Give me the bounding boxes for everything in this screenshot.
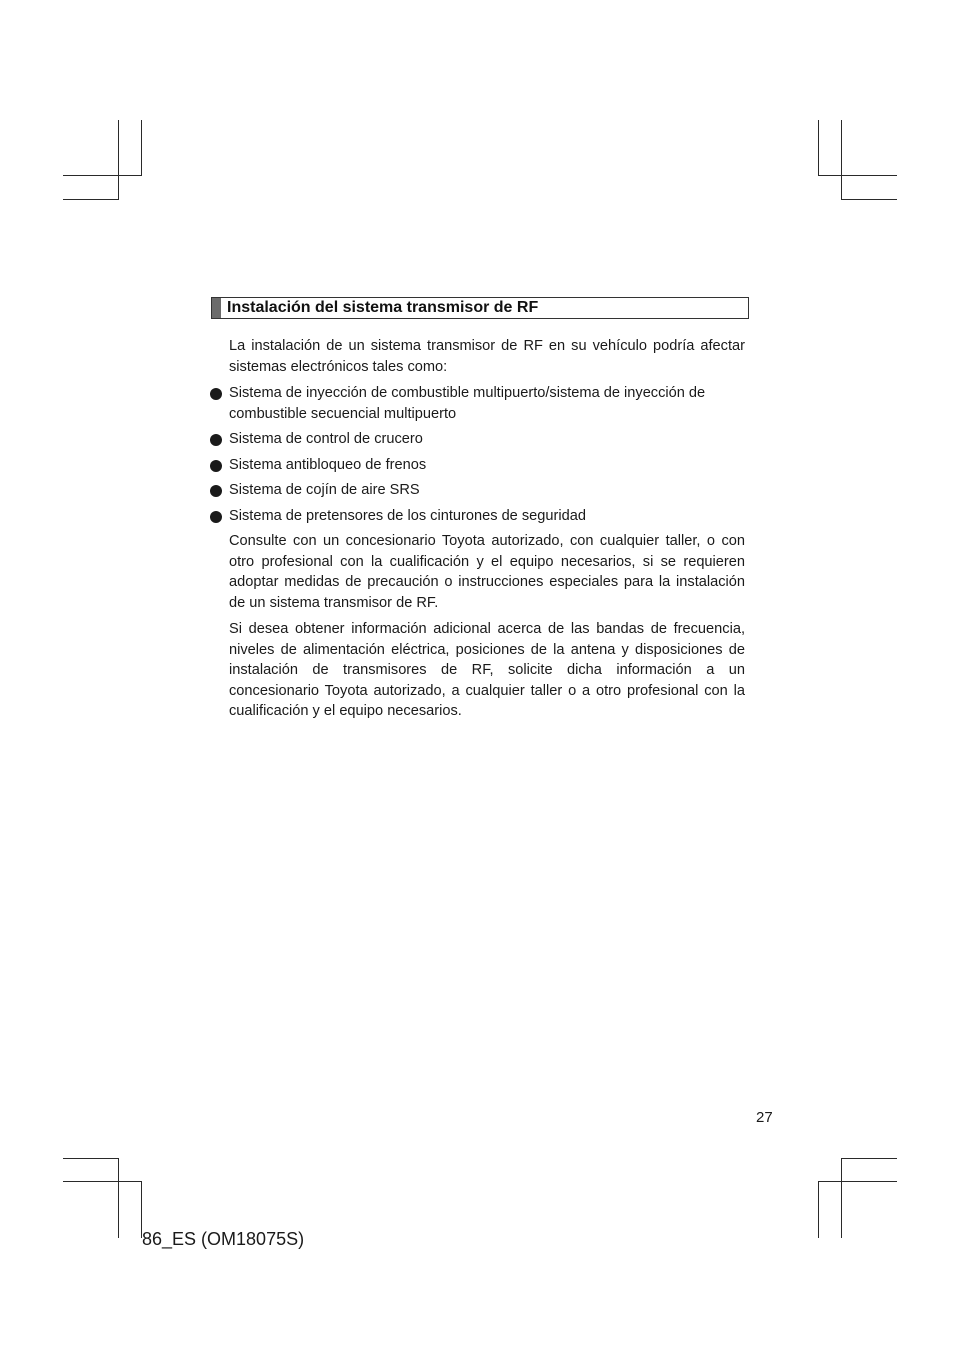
bullet-icon	[210, 485, 222, 497]
list-item	[210, 506, 745, 527]
list-item	[210, 480, 745, 501]
crop-mark	[841, 1158, 897, 1159]
crop-mark	[63, 1158, 119, 1159]
crop-mark	[841, 1158, 842, 1238]
crop-mark	[818, 175, 897, 176]
list-item	[210, 383, 745, 424]
crop-mark	[841, 120, 842, 200]
crop-mark	[118, 1158, 119, 1238]
list-item-text: Sistema de control de crucero	[229, 431, 423, 447]
crop-mark	[818, 1181, 897, 1182]
crop-mark	[63, 175, 142, 176]
list-item-text: Sistema de pretensores de los cinturones de seguridad	[229, 507, 586, 524]
crop-mark	[818, 120, 819, 175]
dealer-advice-paragraph: Consulte con un concesionario Toyota autorizado, con cualquier taller, o con otro profesional con la cualificación y el equipo necesarios, si se requieren adoptar medidas de precaución o instrucciones especiales para la instalación de un sistema transmisor de RF.	[229, 533, 745, 611]
crop-mark	[141, 120, 142, 175]
section-body	[229, 336, 745, 728]
list-item	[210, 455, 745, 476]
section-header-bar	[212, 298, 221, 318]
document-code: 86_ES (OM18075S)	[142, 1229, 305, 1249]
section-header	[211, 297, 749, 319]
list-item-text: Sistema de inyección de combustible multipuerto/sistema de inyección de combustible secuencial multipuerto	[229, 385, 706, 422]
list-item	[210, 429, 745, 450]
bullet-icon	[210, 388, 222, 400]
crop-mark	[63, 199, 119, 200]
crop-mark	[118, 120, 119, 200]
page-number: 27	[756, 1109, 773, 1126]
section-title: Instalación del sistema transmisor de RF	[227, 299, 539, 316]
frequency-info-paragraph: Si desea obtener información adicional acerca de las bandas de frecuencia, niveles de alimentación eléctrica, posiciones de la antena y disposiciones de instalación de transmisores de RF, solicite dicha información a un concesionario Toyota autorizado, a cualquier taller o a otro profesional con la cualificación y el equipo necesarios.	[229, 621, 745, 719]
bullet-icon	[210, 511, 222, 523]
intro-paragraph: La instalación de un sistema transmisor de RF en su vehículo podría afectar sistemas electrónicos tales como:	[229, 338, 745, 375]
crop-mark	[841, 199, 897, 200]
crop-mark	[63, 1181, 142, 1182]
list-item-text: Sistema de cojín de aire SRS	[229, 482, 420, 498]
crop-mark	[818, 1181, 819, 1238]
affected-systems-list	[210, 383, 745, 526]
list-item-text: Sistema antibloqueo de frenos	[229, 456, 427, 473]
bullet-icon	[210, 434, 222, 446]
bullet-icon	[210, 460, 222, 472]
